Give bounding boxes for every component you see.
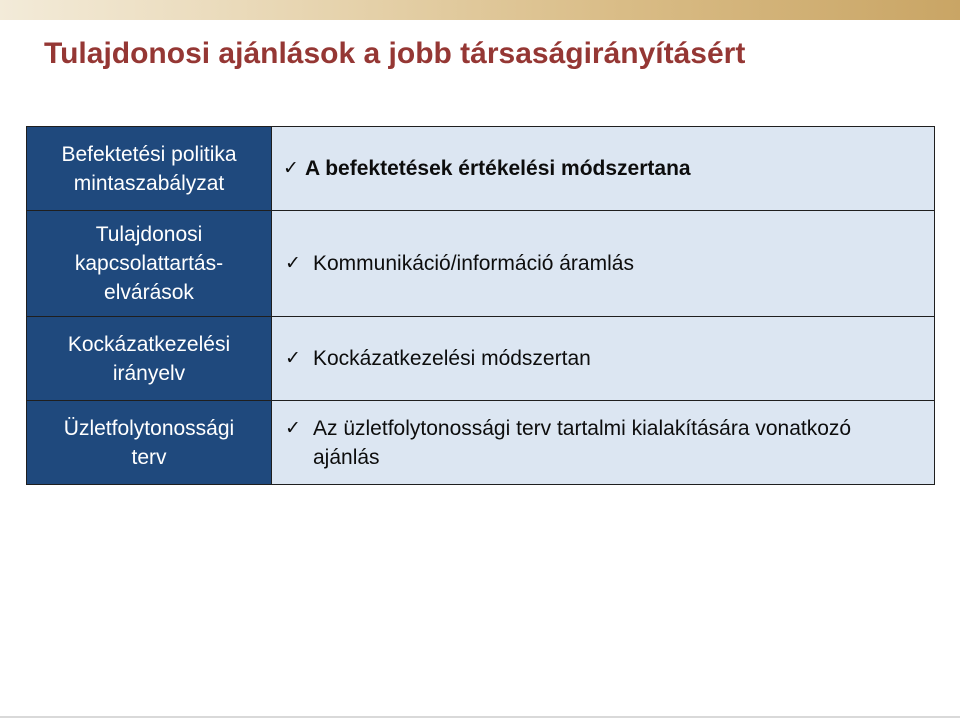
recommendation-text: Az üzletfolytonossági terv tartalmi kialakítására vonatkozó ajánlás	[313, 416, 852, 469]
table-row	[27, 401, 935, 485]
table-row	[27, 211, 935, 317]
decorative-top-bar	[0, 0, 960, 20]
policy-line: Üzletfolytonossági	[63, 416, 235, 440]
table-row	[27, 127, 935, 211]
recommendation-cell	[272, 211, 935, 317]
policy-cell	[27, 401, 272, 485]
recommendation-text: Kommunikáció/információ áramlás	[313, 252, 634, 275]
policy-line: Tulajdonosi	[95, 223, 203, 246]
recommendation-cell	[272, 401, 935, 485]
checkmark-icon: ✓	[283, 157, 299, 179]
recommendation-text: Kockázatkezelési módszertan	[313, 347, 591, 370]
policy-line: kapcsolattartás-	[74, 252, 224, 275]
policy-cell	[27, 211, 272, 317]
policy-line: terv	[131, 445, 167, 469]
slide-title: Tulajdonosi ajánlások a jobb társaságirányításért	[44, 37, 746, 70]
policy-line: elvárások	[104, 281, 194, 304]
recommendation-text: A befektetések értékelési módszertana	[305, 157, 691, 180]
recommendation-cell	[272, 317, 935, 401]
checkmark-icon: ✓	[285, 347, 301, 369]
bottom-divider	[0, 716, 960, 718]
recommendations-table	[26, 126, 935, 485]
table-row	[27, 317, 935, 401]
policy-line: Befektetési politika	[61, 142, 237, 166]
policy-cell	[27, 127, 272, 211]
recommendation-cell	[272, 127, 935, 211]
checkmark-icon: ✓	[285, 252, 301, 274]
policy-line: irányelv	[112, 361, 186, 385]
policy-line: Kockázatkezelési	[67, 332, 231, 356]
policy-line: mintaszabályzat	[73, 171, 225, 195]
checkmark-icon: ✓	[285, 416, 301, 439]
policy-cell	[27, 317, 272, 401]
